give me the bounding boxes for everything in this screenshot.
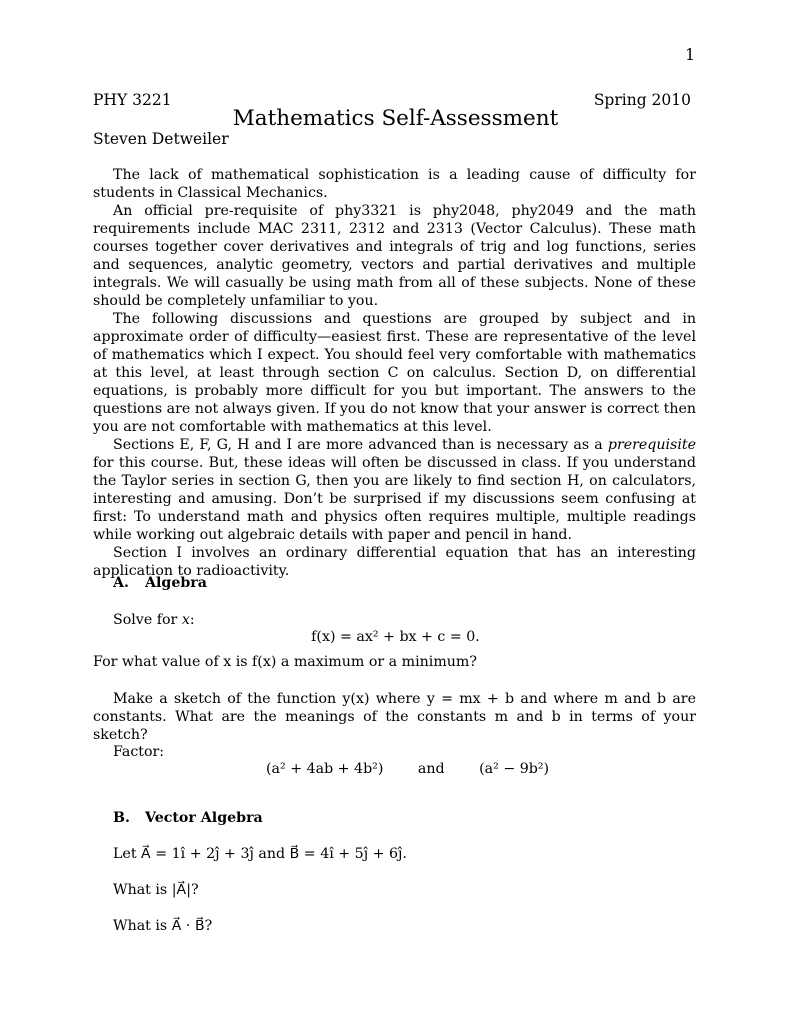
author: Steven Detweiler	[93, 130, 229, 148]
magnitude-question: What is |A⃗|?	[113, 882, 199, 898]
prerequisite-emphasis: prerequisite	[607, 437, 696, 453]
sketch-paragraph: Make a sketch of the function y(x) where y = mx + b and where m and b are constants. What are the meanings of the constants m and b in terms of your sketch?	[93, 691, 696, 743]
section-heading-b	[113, 810, 263, 826]
intro-p4-start: Sections E, F, G, H and I are more advanced than is necessary as a	[113, 437, 603, 453]
solve-variable: x	[181, 612, 190, 628]
intro-paragraph-4	[93, 436, 696, 544]
section-a-number: A.	[113, 575, 129, 591]
intro-paragraph-5: Section I involves an ordinary differential equation that has an interesting application to radioactivity.	[93, 545, 696, 579]
solve-label: Solve for	[113, 612, 178, 628]
intro-paragraph-2: An official pre-requisite of phy3321 is phy2048, phy2049 and the math requirements include MAC 2311, 2312 and 2313 (Vector Calculus). These math courses together cover derivatives and integrals of trig and log functions, series and sequences, analytic geometry, vectors and partial derivatives and multiple integrals. We will casually be using math from all of these subjects. None of these should be completely unfamiliar to you.	[93, 203, 696, 309]
term: Spring 2010	[593, 91, 691, 109]
solve-line	[113, 612, 195, 628]
quadratic-equation: f(x) = ax² + bx + c = 0.	[311, 629, 480, 645]
intro-p4-end: for this course. But, these ideas will often be discussed in class. If you understand the Taylor series in section G, then you are likely to find section H, on calculators, interesting and amusing. Don’t be surprised if my discussions seem confusing at first: To understand math and physics often requires multiple, multiple readings while working out algebraic details with paper and pencil in hand.	[93, 455, 696, 543]
dot-product-question: What is A⃗ · B⃗?	[113, 918, 213, 934]
factor-expression-2: (a² − 9b²)	[479, 761, 550, 777]
sketch-question	[93, 690, 696, 744]
section-b-title: Vector Algebra	[145, 810, 263, 826]
factor-expressions	[266, 761, 549, 777]
factor-and: and	[417, 761, 445, 777]
intro-text	[93, 166, 696, 580]
factor-label: Factor:	[113, 744, 165, 760]
page-number: 1	[685, 46, 695, 64]
max-min-question: For what value of x is f(x) a maximum or a minimum?	[93, 654, 477, 670]
section-a-title: Algebra	[145, 575, 207, 591]
section-heading-a	[113, 575, 207, 591]
intro-paragraph-1: The lack of mathematical sophistication is a leading cause of difficulty for students in Classical Mechanics.	[93, 167, 696, 201]
intro-paragraph-3: The following discussions and questions are grouped by subject and in approximate order of difficulty—easiest first. These are representative of the level of mathematics which I expect. You should feel very comfortable with mathematics at this level, at least through section C on calculus. Section D, on differential equations, is probably more difficult for you but important. The answers to the questions are not always given. If you do not know that your answer is correct then you are not comfortable with mathematics at this level.	[93, 311, 696, 435]
document-title: Mathematics Self-Assessment	[232, 106, 559, 131]
factor-expression-1: (a² + 4ab + 4b²)	[266, 761, 384, 777]
vector-definition: Let A⃗ = 1î + 2ĵ + 3ĵ and B⃗ = 4î + 5ĵ + 6ĵ.	[113, 846, 407, 862]
section-b-number: B.	[113, 810, 130, 826]
course-code: PHY 3221	[93, 91, 172, 109]
solve-colon: :	[189, 612, 195, 628]
